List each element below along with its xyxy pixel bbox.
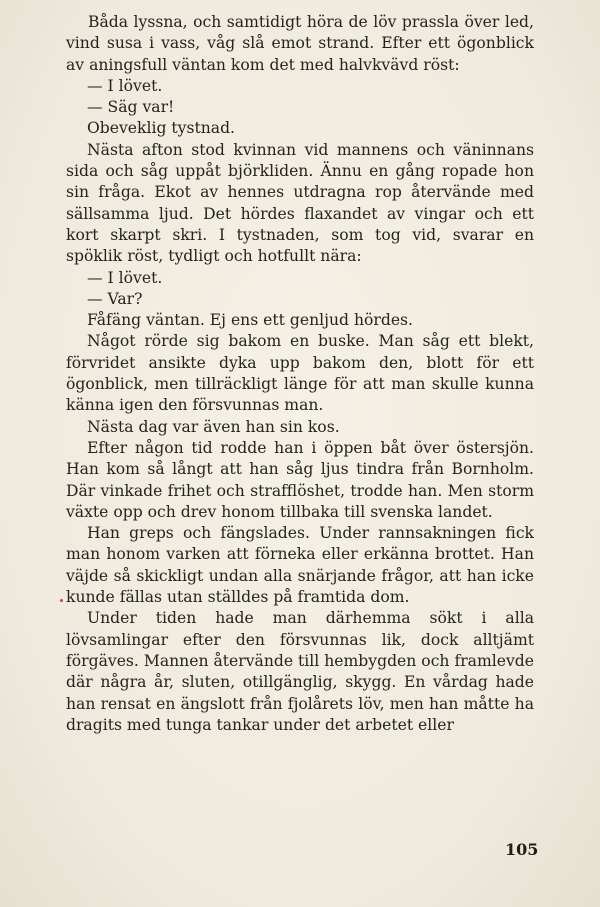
paragraph: Båda lyssna, och samtidigt höra de löv prassla över led, vind susa i vass, våg slå emot strand. Efter ett ögonblick av aningsfull väntan kom det med halvkvävd röst: — [66, 13, 534, 74]
dialogue-line: — Säg var! — [87, 98, 175, 117]
paragraph: Något rörde sig bakom en buske. Man såg ett blekt, förvridet ansikte dyka upp bakom den, blott för ett ögonblick, men tillräckligt länge för att man skulle kunna känna igen den försvunnas man. — [66, 332, 534, 415]
paragraph: Han greps och fängslades. Under rannsakningen fick man honom varken att förneka eller erkänna brottet. Han väjde så skickligt undan alla snärjande frågor, att han icke kunde fällas utan ställdes på framtida dom. — [66, 524, 534, 607]
paragraph: Nästa afton stod kvinnan vid mannens och väninnans sida och såg uppåt björkliden. Ännu en gång ropade hon sin fråga. Ekot av hennes utdragna rop återvände med sällsamma ljud. Det hördes flaxandet av vingar och ett kort skarpt skri. I tystnaden, som tog vid, svarar en spöklik röst, tydligt och hotfullt nära: — [66, 140, 534, 266]
paragraph: Obeveklig tystnad. — [87, 119, 236, 138]
page-number: 105 — [505, 840, 539, 859]
paragraph: Nästa dag var även han sin kos. — [87, 417, 340, 436]
dialogue-line: — I lövet. — [87, 76, 163, 95]
paragraph: Efter någon tid rodde han i öppen båt över östersjön. Han kom så långt att han såg ljus tindra från Bornholm. Där vinkade frihet och strafflöshet, trodde han. Men storm växte opp och drev honom tillbaka till svenska landet. — [66, 438, 534, 521]
dialogue-line: — I lövet. — [87, 268, 163, 287]
paragraph: Under tiden hade man därhemma sökt i alla lövsamlingar efter den försvunnas lik, dock alltjämt förgäves. Mannen återvände till hembygden och framlevde där några år, sluten, otillgänglig, skygg. En vårdag hade han rensat en ängslott från fjolårets löv, men han måtte ha dragits med tunga tankar under det arbetet eller — [66, 609, 534, 734]
ink-speck — [60, 599, 63, 602]
body-text — [66, 12, 534, 736]
paragraph: Fåfäng väntan. Ej ens ett genljud hördes. — [87, 311, 414, 330]
dialogue-line: — Var? — [87, 289, 143, 308]
